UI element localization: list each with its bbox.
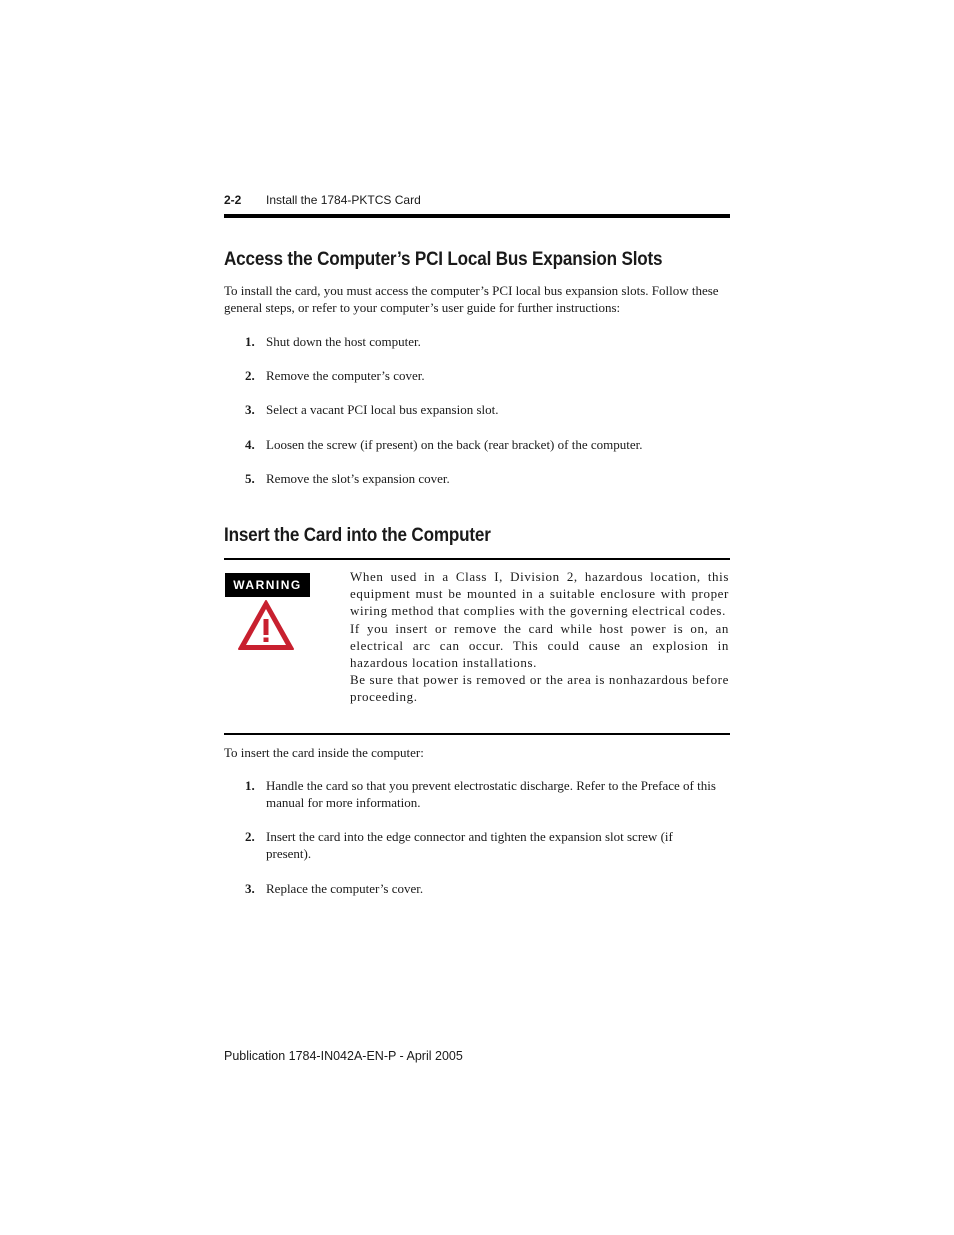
warning-paragraph: Be sure that power is removed or the area is nonhazardous before proceeding. [350, 672, 729, 705]
step-number: 3. [245, 881, 255, 896]
warning-paragraph: If you insert or remove the card while host power is on, an electrical arc can occur. This could cause an explosion in hazardous location installations. [350, 620, 729, 671]
step-number: 2. [245, 368, 255, 383]
insert-intro-paragraph: To insert the card inside the computer: [224, 745, 424, 760]
page-number: 2-2 [224, 193, 242, 207]
step-text: Replace the computer’s cover. [266, 881, 424, 896]
publication-footer: Publication 1784-IN042A-EN-P - April 2005 [224, 1049, 463, 1063]
step-text: Handle the card so that you prevent electrostatic discharge. Refer to the Preface of this manual for more information. [266, 778, 716, 810]
step-text: Shut down the host computer. [266, 334, 421, 349]
warning-triangle-icon [237, 599, 295, 651]
warning-top-rule [224, 558, 730, 560]
step-text: Loosen the screw (if present) on the back (rear bracket) of the computer. [266, 437, 643, 452]
step-text: Select a vacant PCI local bus expansion slot. [266, 402, 499, 417]
step-number: 1. [245, 778, 255, 793]
step-number: 2. [245, 829, 255, 844]
section-heading-insert-card: Insert the Card into the Computer [224, 525, 491, 546]
running-header [224, 191, 730, 219]
warning-bottom-rule [224, 733, 730, 735]
chapter-title: Install the 1784-PKTCS Card [266, 193, 421, 207]
warning-text [350, 568, 729, 706]
step-number: 5. [245, 471, 255, 486]
step-text: Remove the slot’s expansion cover. [266, 471, 450, 486]
step-number: 4. [245, 437, 255, 452]
step-number: 1. [245, 334, 255, 349]
step-number: 3. [245, 402, 255, 417]
section-heading-access-slots: Access the Computer’s PCI Local Bus Expansion Slots [224, 249, 663, 270]
warning-label: WARNING [225, 573, 310, 597]
section-intro-paragraph: To install the card, you must access the computer’s PCI local bus expansion slots. Follow these general steps, or refer to your computer’s user guide for further instructions: [224, 283, 719, 315]
warning-paragraph: When used in a Class I, Division 2, hazardous location, this equipment must be mounted in a suitable enclosure with proper wiring method that complies with the governing electrical codes. [350, 569, 729, 619]
header-rule [224, 214, 730, 218]
step-text: Remove the computer’s cover. [266, 368, 425, 383]
step-text: Insert the card into the edge connector and tighten the expansion slot screw (if present). [266, 829, 673, 861]
